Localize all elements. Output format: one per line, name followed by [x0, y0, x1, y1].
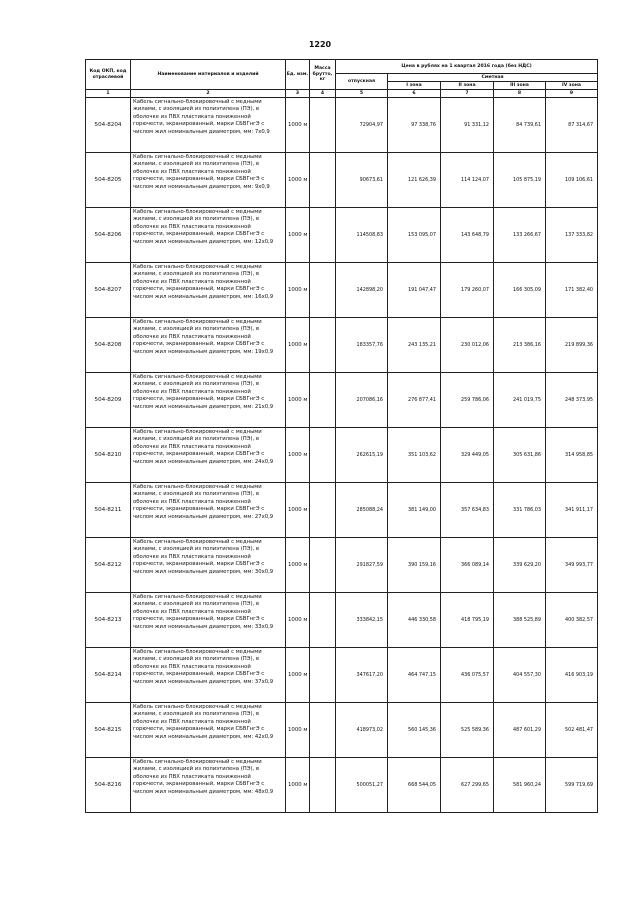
cell-mass [310, 98, 336, 153]
header-zone-3: III зона [494, 82, 546, 90]
cell-otpusknaya: 291827,59 [336, 538, 388, 593]
table-row [86, 483, 598, 538]
cell-mass [310, 153, 336, 208]
cell-zone-2: 329 449,05 [441, 428, 494, 483]
cell-zone-2: 143 648,79 [441, 208, 494, 263]
cell-unit: 1000 м [286, 428, 310, 483]
cell-zone-2: 357 634,83 [441, 483, 494, 538]
cell-zone-4: 87 314,67 [546, 98, 598, 153]
cell-zone-1: 243 135,21 [388, 318, 441, 373]
cell-name: Кабель сигнально-блокировочный с медными жилами, с изоляцией из полиэтилена (ПЭ), в оболочке из ПВХ пластиката пониженной горючести, экранированный, марки СБВГнгЭ с числом жил номинальным диаметром, мм: 9х0,9 [131, 153, 286, 208]
price-table [85, 59, 598, 813]
cell-otpusknaya: 183357,76 [336, 318, 388, 373]
header-zone-4: IV зона [546, 82, 598, 90]
cell-zone-4: 171 382,40 [546, 263, 598, 318]
column-number: 4 [310, 90, 336, 98]
cell-code: 504-8215 [86, 703, 131, 758]
cell-unit: 1000 м [286, 153, 310, 208]
table-row [86, 208, 598, 263]
cell-zone-1: 97 338,76 [388, 98, 441, 153]
cell-zone-1: 351 103,62 [388, 428, 441, 483]
table-row [86, 428, 598, 483]
cell-zone-3: 331 786,03 [494, 483, 546, 538]
table-row [86, 263, 598, 318]
cell-otpusknaya: 500051,27 [336, 758, 388, 813]
cell-code: 504-8208 [86, 318, 131, 373]
cell-zone-1: 121 626,39 [388, 153, 441, 208]
cell-mass [310, 648, 336, 703]
cell-code: 504-8211 [86, 483, 131, 538]
cell-zone-1: 446 330,58 [388, 593, 441, 648]
cell-code: 504-8207 [86, 263, 131, 318]
page-number: 1220 [308, 40, 332, 49]
table-row [86, 703, 598, 758]
cell-otpusknaya: 285088,24 [336, 483, 388, 538]
cell-mass [310, 593, 336, 648]
cell-zone-2: 259 786,06 [441, 373, 494, 428]
cell-zone-4: 137 333,82 [546, 208, 598, 263]
table-row [86, 318, 598, 373]
cell-zone-3: 581 960,24 [494, 758, 546, 813]
column-number: 7 [441, 90, 494, 98]
cell-unit: 1000 м [286, 703, 310, 758]
cell-code: 504-8205 [86, 153, 131, 208]
cell-zone-2: 114 124,07 [441, 153, 494, 208]
header-price-group: Цена в рублях на 1 квартал 2016 года (без НДС) [336, 60, 598, 74]
column-number: 1 [86, 90, 131, 98]
cell-zone-4: 502 481,47 [546, 703, 598, 758]
cell-otpusknaya: 333842,15 [336, 593, 388, 648]
cell-zone-3: 105 875,19 [494, 153, 546, 208]
table-row [86, 538, 598, 593]
cell-zone-3: 166 305,09 [494, 263, 546, 318]
column-number: 2 [131, 90, 286, 98]
table-row [86, 758, 598, 813]
header-smetnaya: Сметная [388, 74, 598, 82]
header-unit: Ед. изм. [286, 60, 310, 90]
cell-zone-4: 416 903,19 [546, 648, 598, 703]
column-number: 8 [494, 90, 546, 98]
cell-mass [310, 428, 336, 483]
cell-code: 504-8216 [86, 758, 131, 813]
cell-unit: 1000 м [286, 648, 310, 703]
cell-zone-2: 436 075,57 [441, 648, 494, 703]
cell-unit: 1000 м [286, 593, 310, 648]
cell-zone-1: 560 145,36 [388, 703, 441, 758]
table-row [86, 98, 598, 153]
cell-unit: 1000 м [286, 263, 310, 318]
cell-name: Кабель сигнально-блокировочный с медными жилами, с изоляцией из полиэтилена (ПЭ), в оболочке из ПВХ пластиката пониженной горючести, экранированный, марки СБВГнгЭ с числом жил номинальным диаметром, мм: 12х0,9 [131, 208, 286, 263]
cell-zone-3: 339 629,20 [494, 538, 546, 593]
cell-mass [310, 538, 336, 593]
cell-zone-3: 213 386,16 [494, 318, 546, 373]
cell-zone-4: 248 373,95 [546, 373, 598, 428]
cell-otpusknaya: 114508,83 [336, 208, 388, 263]
cell-zone-2: 627 299,65 [441, 758, 494, 813]
cell-code: 504-8214 [86, 648, 131, 703]
cell-code: 504-8206 [86, 208, 131, 263]
cell-unit: 1000 м [286, 373, 310, 428]
cell-unit: 1000 м [286, 318, 310, 373]
table-row [86, 373, 598, 428]
cell-mass [310, 208, 336, 263]
cell-mass [310, 703, 336, 758]
cell-code: 504-8213 [86, 593, 131, 648]
table-row [86, 153, 598, 208]
cell-zone-1: 668 544,05 [388, 758, 441, 813]
column-number: 3 [286, 90, 310, 98]
cell-zone-4: 349 993,77 [546, 538, 598, 593]
cell-zone-2: 230 012,06 [441, 318, 494, 373]
cell-unit: 1000 м [286, 98, 310, 153]
cell-name: Кабель сигнально-блокировочный с медными жилами, с изоляцией из полиэтилена (ПЭ), в оболочке из ПВХ пластиката пониженной горючести, экранированный, марки СБВГнгЭ с числом жил номинальным диаметром, мм: 30х0,9 [131, 538, 286, 593]
cell-zone-4: 219 899,36 [546, 318, 598, 373]
header-zone-1: I зона [388, 82, 441, 90]
cell-zone-2: 418 795,19 [441, 593, 494, 648]
cell-zone-3: 84 739,61 [494, 98, 546, 153]
header-otpusknaya: отпускная [336, 74, 388, 90]
cell-name: Кабель сигнально-блокировочный с медными жилами, с изоляцией из полиэтилена (ПЭ), в оболочке из ПВХ пластиката пониженной горючести, экранированный, марки СБВГнгЭ с числом жил номинальным диаметром, мм: 48х0,9 [131, 758, 286, 813]
cell-zone-4: 599 719,69 [546, 758, 598, 813]
cell-mass [310, 318, 336, 373]
cell-unit: 1000 м [286, 758, 310, 813]
header-mass: Масса брутто, кг [310, 60, 336, 90]
cell-otpusknaya: 207086,16 [336, 373, 388, 428]
cell-zone-1: 153 095,07 [388, 208, 441, 263]
cell-name: Кабель сигнально-блокировочный с медными жилами, с изоляцией из полиэтилена (ПЭ), в оболочке из ПВХ пластиката пониженной горючести, экранированный, марки СБВГнгЭ с числом жил номинальным диаметром, мм: 27х0,9 [131, 483, 286, 538]
column-number: 5 [336, 90, 388, 98]
cell-name: Кабель сигнально-блокировочный с медными жилами, с изоляцией из полиэтилена (ПЭ), в оболочке из ПВХ пластиката пониженной горючести, экранированный, марки СБВГнгЭ с числом жил номинальным диаметром, мм: 19х0,9 [131, 318, 286, 373]
cell-zone-2: 525 589,36 [441, 703, 494, 758]
header-name: Наименование материалов и изделий [131, 60, 286, 90]
table-row [86, 648, 598, 703]
cell-otpusknaya: 347617,20 [336, 648, 388, 703]
column-number-row [86, 90, 598, 98]
cell-zone-2: 366 089,14 [441, 538, 494, 593]
header-zone-2: II зона [441, 82, 494, 90]
cell-unit: 1000 м [286, 483, 310, 538]
cell-code: 504-8209 [86, 373, 131, 428]
cell-name: Кабель сигнально-блокировочный с медными жилами, с изоляцией из полиэтилена (ПЭ), в оболочке из ПВХ пластиката пониженной горючести, экранированный, марки СБВГнгЭ с числом жил номинальным диаметром, мм: 16х0,9 [131, 263, 286, 318]
cell-name: Кабель сигнально-блокировочный с медными жилами, с изоляцией из полиэтилена (ПЭ), в оболочке из ПВХ пластиката пониженной горючести, экранированный, марки СБВГнгЭ с числом жил номинальным диаметром, мм: 24х0,9 [131, 428, 286, 483]
cell-zone-3: 404 557,30 [494, 648, 546, 703]
cell-mass [310, 263, 336, 318]
header-code: Код ОКП, код отраслевой [86, 60, 131, 90]
cell-otpusknaya: 72904,97 [336, 98, 388, 153]
cell-code: 504-8210 [86, 428, 131, 483]
cell-mass [310, 373, 336, 428]
cell-unit: 1000 м [286, 538, 310, 593]
cell-unit: 1000 м [286, 208, 310, 263]
column-number: 9 [546, 90, 598, 98]
cell-zone-4: 314 958,85 [546, 428, 598, 483]
cell-zone-2: 179 260,07 [441, 263, 494, 318]
cell-otpusknaya: 418973,02 [336, 703, 388, 758]
cell-zone-3: 133 266,67 [494, 208, 546, 263]
cell-zone-2: 91 331,12 [441, 98, 494, 153]
cell-name: Кабель сигнально-блокировочный с медными жилами, с изоляцией из полиэтилена (ПЭ), в оболочке из ПВХ пластиката пониженной горючести, экранированный, марки СБВГнгЭ с числом жил номинальным диаметром, мм: 33х0,9 [131, 593, 286, 648]
cell-zone-1: 191 047,47 [388, 263, 441, 318]
cell-zone-4: 400 382,57 [546, 593, 598, 648]
cell-mass [310, 483, 336, 538]
cell-zone-3: 241 019,75 [494, 373, 546, 428]
cell-mass [310, 758, 336, 813]
cell-otpusknaya: 142898,20 [336, 263, 388, 318]
table-row [86, 593, 598, 648]
cell-code: 504-8204 [86, 98, 131, 153]
cell-zone-3: 305 631,86 [494, 428, 546, 483]
cell-zone-3: 487 601,29 [494, 703, 546, 758]
cell-zone-3: 388 525,89 [494, 593, 546, 648]
cell-zone-1: 464 747,15 [388, 648, 441, 703]
cell-zone-1: 390 159,16 [388, 538, 441, 593]
cell-otpusknaya: 90673,61 [336, 153, 388, 208]
cell-code: 504-8212 [86, 538, 131, 593]
cell-name: Кабель сигнально-блокировочный с медными жилами, с изоляцией из полиэтилена (ПЭ), в оболочке из ПВХ пластиката пониженной горючести, экранированный, марки СБВГнгЭ с числом жил номинальным диаметром, мм: 37х0,9 [131, 648, 286, 703]
cell-zone-1: 381 149,00 [388, 483, 441, 538]
cell-zone-4: 109 106,61 [546, 153, 598, 208]
cell-otpusknaya: 262615,19 [336, 428, 388, 483]
column-number: 6 [388, 90, 441, 98]
cell-name: Кабель сигнально-блокировочный с медными жилами, с изоляцией из полиэтилена (ПЭ), в оболочке из ПВХ пластиката пониженной горючести, экранированный, марки СБВГнгЭ с числом жил номинальным диаметром, мм: 42х0,9 [131, 703, 286, 758]
cell-name: Кабель сигнально-блокировочный с медными жилами, с изоляцией из полиэтилена (ПЭ), в оболочке из ПВХ пластиката пониженной горючести, экранированный, марки СБВГнгЭ с числом жил номинальным диаметром, мм: 7х0,9 [131, 98, 286, 153]
table-body [86, 98, 598, 813]
cell-zone-1: 276 877,41 [388, 373, 441, 428]
cell-name: Кабель сигнально-блокировочный с медными жилами, с изоляцией из полиэтилена (ПЭ), в оболочке из ПВХ пластиката пониженной горючести, экранированный, марки СБВГнгЭ с числом жил номинальным диаметром, мм: 21х0,9 [131, 373, 286, 428]
cell-zone-4: 341 911,17 [546, 483, 598, 538]
